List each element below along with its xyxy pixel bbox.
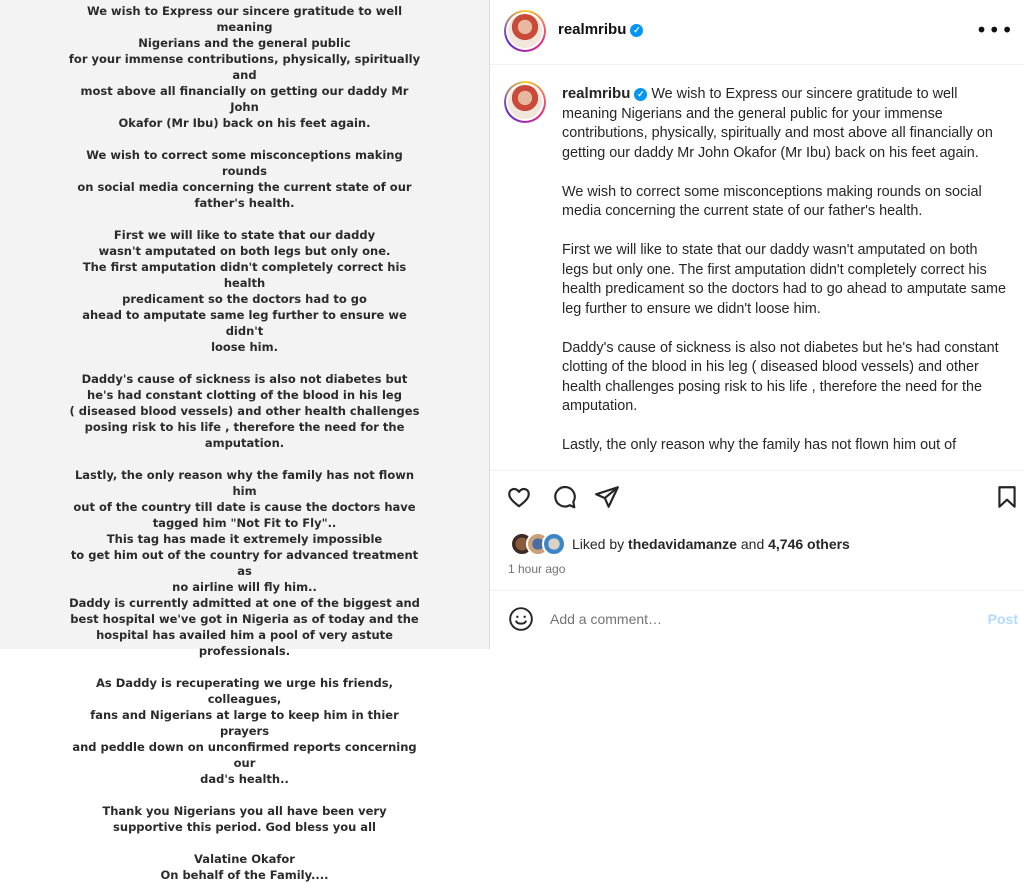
caption-author-avatar[interactable]	[504, 81, 546, 123]
caption-area[interactable]	[490, 65, 1024, 470]
post-comment-button[interactable]: Post	[987, 611, 1018, 627]
more-options-icon[interactable]: •••	[975, 18, 1014, 42]
caption-paragraph-2: We wish to correct some misconceptions making rounds on social media concerning the current state of our father's health.	[562, 183, 982, 219]
caption-paragraph-5: Lastly, the only reason why the family has not flown him out of	[562, 437, 957, 453]
author-avatar[interactable]	[504, 10, 546, 52]
caption-username[interactable]: realmribu	[562, 85, 631, 102]
caption-paragraph-1: realmribu ✓ We wish to Express our sincere gratitude to well meaning Nigerians and the general public for your immense contributions, physically, spiritually and most above all financially on getting our daddy Mr John Okafor (Mr Ibu) back on his feet again.	[562, 85, 993, 161]
actions-divider	[490, 470, 1024, 471]
liker-avatar	[542, 532, 566, 556]
author-username[interactable]: realmribu ✓	[558, 21, 643, 38]
comment-input[interactable]	[550, 607, 950, 631]
statement-text	[65, 0, 425, 883]
action-bar	[490, 484, 1024, 516]
likes-summary[interactable]	[510, 532, 850, 556]
statement-paragraph-6: As Daddy is recuperating we urge his friends, colleagues, fans and Nigerians at large to keep him in thier prayers and peddle down on unconfirmed reports concerning our dad's health..	[72, 676, 417, 786]
avatar-photo	[508, 85, 542, 119]
bookmark-icon[interactable]	[994, 484, 1024, 514]
post-panel	[490, 0, 1024, 649]
statement-paragraph-3: First we will like to state that our daddy wasn't amputated on both legs but only one. The first amputation didn't completely correct his health predicament so the doctors had to go ahead to amputate same leg further to ensure we didn't loose him.	[82, 228, 407, 354]
likes-others-link[interactable]: 4,746 others	[768, 536, 850, 552]
avatar-photo	[508, 14, 542, 48]
statement-paragraph-7: Thank you Nigerians you all have been very supportive this period. God bless you all	[102, 804, 387, 834]
statement-paragraph-4: Daddy's cause of sickness is also not diabetes but he's had constant clotting of the blood in his leg ( diseased blood vessels) and other health challenges posing risk to his life , therefore the need for the amputation.	[69, 372, 420, 450]
statement-paragraph-1: We wish to Express our sincere gratitude to well meaning Nigerians and the general public for your immense contributions, physically, spiritually and most above all financially on getting our daddy Mr John Okafor (Mr Ibu) back on his feet again.	[68, 4, 421, 130]
post-caption	[562, 84, 1006, 475]
comment-bar	[490, 600, 1024, 640]
statement-paragraph-2: We wish to correct some misconceptions making rounds on social media concerning the current state of our father's health.	[77, 148, 412, 210]
comment-divider	[490, 590, 1024, 591]
statement-signature: Valatine Okafor On behalf of the Family....	[160, 852, 329, 882]
emoji-icon[interactable]	[508, 606, 534, 632]
likes-text: Liked by thedavidamanze and 4,746 others	[572, 536, 850, 552]
caption-paragraph-4: Daddy's cause of sickness is also not diabetes but he's had constant clotting of the blood in his leg ( diseased blood vessels) and other health challenges posing risk to his life , therefore the need for the amputation.	[562, 339, 999, 414]
share-icon[interactable]	[594, 484, 624, 514]
caption-paragraph-3: First we will like to state that our daddy wasn't amputated on both legs but only one. The first amputation didn't completely correct his health predicament so the doctors had to go ahead to amputate same leg further to ensure we didn't loose him.	[562, 242, 1007, 317]
heart-icon[interactable]	[506, 484, 536, 514]
post-timestamp[interactable]: 1 hour ago	[508, 562, 566, 576]
liker-username[interactable]: thedavidamanze	[628, 536, 737, 552]
verified-badge-icon: ✓	[634, 88, 647, 101]
post-header	[490, 0, 1024, 65]
statement-image	[0, 0, 489, 882]
verified-badge-icon: ✓	[630, 24, 643, 37]
statement-paragraph-5: Lastly, the only reason why the family has not flown him out of the country till date is cause the doctors have tagged him "Not Fit to Fly".. This tag has made it extremely impossible to get him out of the country for advanced treatment as no airline will fly him.. Daddy is currently admitted at one of the biggest and best hospital we've got in Nigeria as of today and the hospital has availed him a pool of very astute professionals.	[69, 468, 420, 658]
comment-icon[interactable]	[551, 484, 581, 514]
